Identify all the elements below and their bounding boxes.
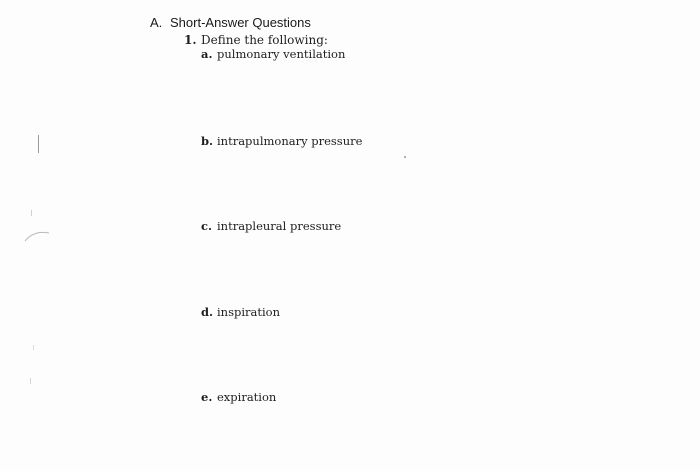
list-item-c (201, 219, 341, 233)
list-item-d (201, 305, 280, 319)
item-marker: e. (201, 390, 213, 404)
scan-mark (31, 210, 32, 216)
question-prompt: Define the following: (201, 33, 328, 47)
list-item-b (201, 134, 362, 148)
item-term: intrapulmonary pressure (217, 134, 363, 148)
question-1 (184, 33, 328, 47)
section-letter: A. (150, 15, 163, 30)
section-title: Short-Answer Questions (170, 15, 311, 30)
item-marker: c. (201, 219, 213, 233)
item-marker: d. (201, 305, 214, 319)
item-marker: b. (201, 134, 214, 148)
scan-mark (404, 156, 406, 158)
section-heading (150, 15, 311, 30)
scan-mark (33, 345, 34, 350)
scan-arc (24, 228, 50, 242)
scan-mark (38, 135, 39, 153)
list-item-e (201, 390, 276, 404)
item-marker: a. (201, 47, 213, 61)
item-term: inspiration (217, 305, 281, 319)
item-term: intrapleural pressure (217, 219, 342, 233)
question-number: 1. (184, 33, 197, 47)
item-term: pulmonary ventilation (217, 47, 346, 61)
list-item-a (201, 47, 345, 61)
item-term: expiration (217, 390, 277, 404)
scan-mark (30, 378, 31, 384)
